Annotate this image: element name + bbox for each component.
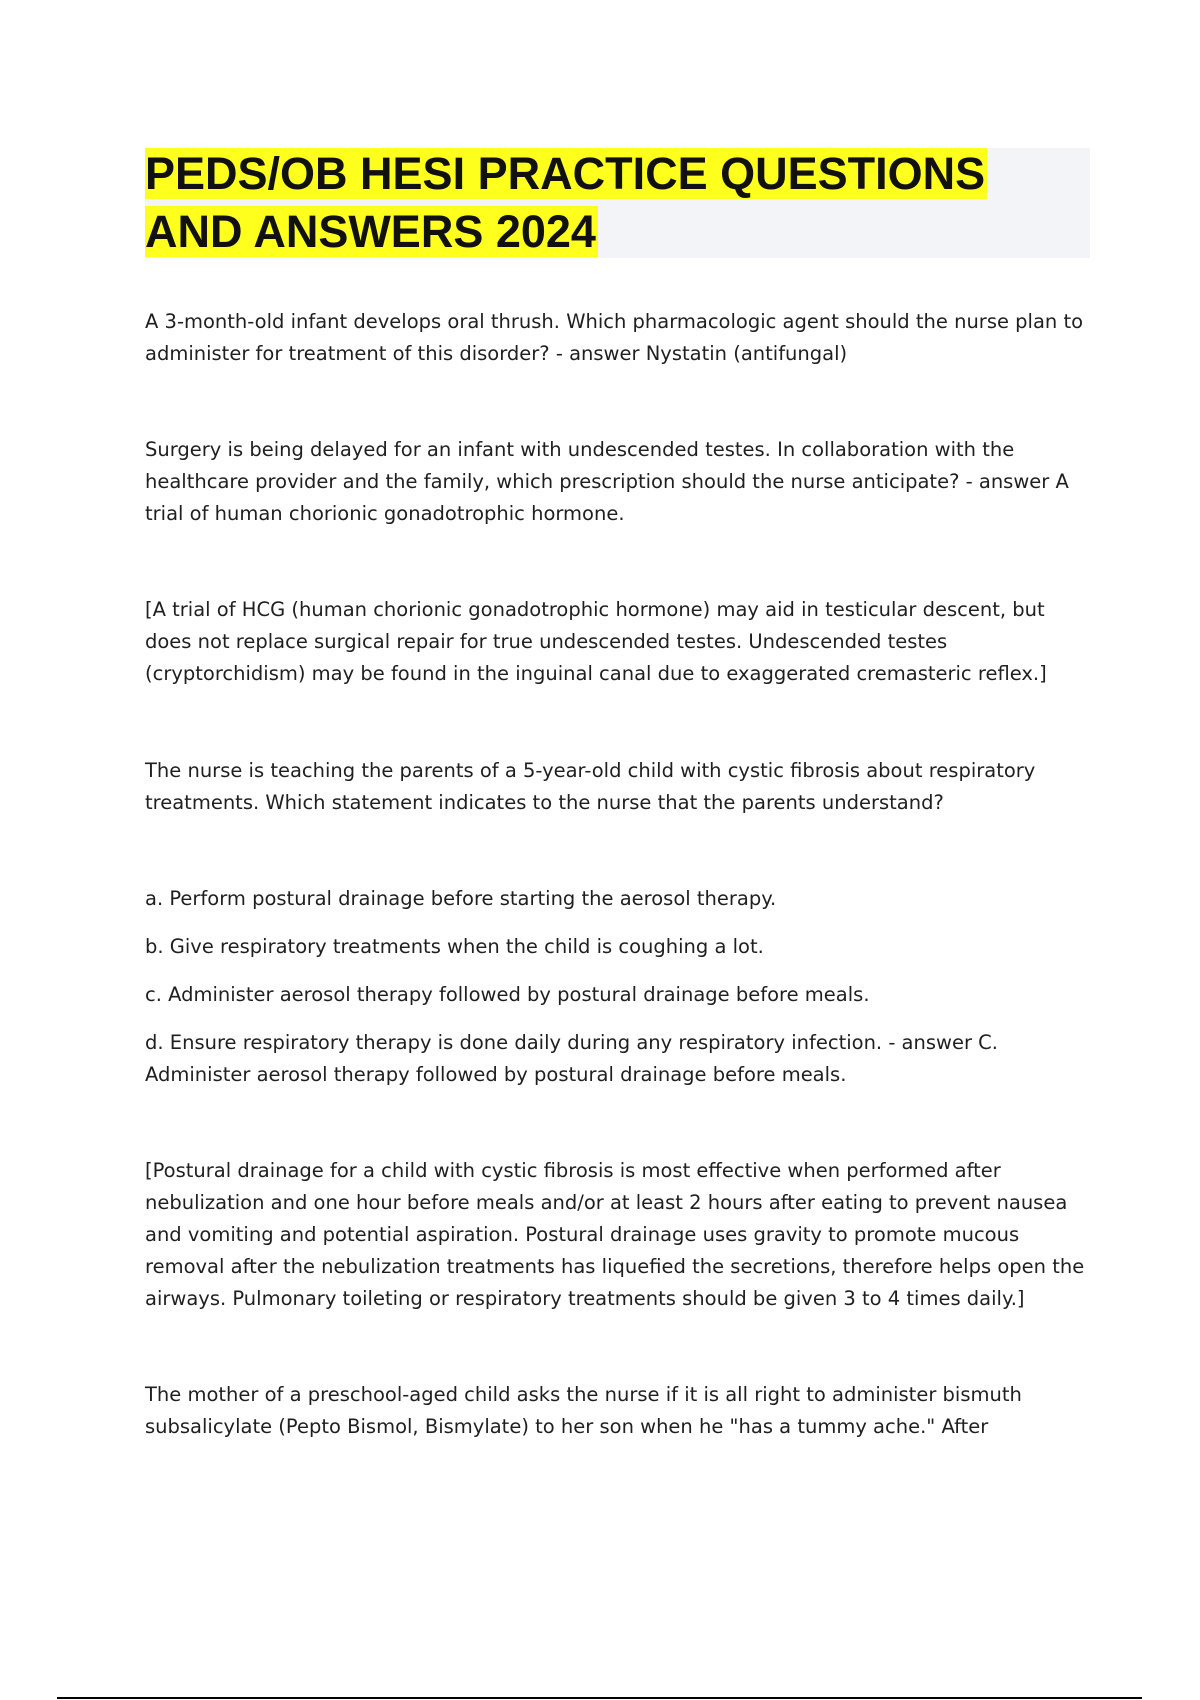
paragraph-bismuth-question xyxy=(145,1379,1095,1443)
text-line: airways. Pulmonary toileting or respiratory treatments should be given 3 to 4 times daily.] xyxy=(145,1287,1025,1310)
text-line: (cryptorchidism) may be found in the inguinal canal due to exaggerated cremasteric reflex.] xyxy=(145,662,1047,685)
text-line: nebulization and one hour before meals and/or at least 2 hours after eating to prevent nausea xyxy=(145,1191,1068,1214)
text-line: The nurse is teaching the parents of a 5-year-old child with cystic fibrosis about respiratory xyxy=(145,759,1036,782)
answer-option-d xyxy=(145,1027,1095,1091)
text-line: healthcare provider and the family, which prescription should the nurse anticipate? - answer A xyxy=(145,470,1069,493)
paragraph-postural-drainage-rationale xyxy=(145,1155,1095,1315)
paragraph-undescended-testes-question xyxy=(145,434,1095,530)
paragraph-cystic-fibrosis-question xyxy=(145,755,1095,819)
text-line: treatments. Which statement indicates to the nurse that the parents understand? xyxy=(145,791,944,814)
text-line: administer for treatment of this disorder? - answer Nystatin (antifungal) xyxy=(145,342,848,365)
text-line: [A trial of HCG (human chorionic gonadotrophic hormone) may aid in testicular descent, but xyxy=(145,598,1045,621)
title-highlight-2: AND ANSWERS 2024 xyxy=(145,206,596,257)
text-line: does not replace surgical repair for true undescended testes. Undescended testes xyxy=(145,630,948,653)
text-line: Administer aerosol therapy followed by postural drainage before meals. xyxy=(145,1063,847,1086)
answer-option-c xyxy=(145,979,1095,1011)
text-line: [Postural drainage for a child with cystic fibrosis is most effective when performed after xyxy=(145,1159,1001,1182)
text-line: A 3-month-old infant develops oral thrush. Which pharmacologic agent should the nurse plan to xyxy=(145,310,1084,333)
answer-option-b xyxy=(145,931,1095,963)
text-line: trial of human chorionic gonadotrophic hormone. xyxy=(145,502,625,525)
title-highlight-1: PEDS/OB HESI PRACTICE QUESTIONS xyxy=(145,148,986,199)
text-line: removal after the nebulization treatments has liquefied the secretions, therefore helps open the xyxy=(145,1255,1085,1278)
page-title-line-1 xyxy=(145,145,987,203)
text-line: subsalicylate (Pepto Bismol, Bismylate) to her son when he "has a tummy ache." After xyxy=(145,1415,989,1438)
text-line: d. Ensure respiratory therapy is done daily during any respiratory infection. - answer C. xyxy=(145,1031,999,1054)
text-line: a. Perform postural drainage before starting the aerosol therapy. xyxy=(145,887,777,910)
paragraph-thrush-question xyxy=(145,306,1095,370)
text-line: b. Give respiratory treatments when the child is coughing a lot. xyxy=(145,935,764,958)
page-bottom-divider xyxy=(57,1697,1142,1699)
page-title-line-2 xyxy=(145,203,598,261)
text-line: c. Administer aerosol therapy followed by postural drainage before meals. xyxy=(145,983,870,1006)
answer-option-a xyxy=(145,883,1095,915)
paragraph-hcg-rationale xyxy=(145,594,1095,690)
text-line: Surgery is being delayed for an infant with undescended testes. In collaboration with the xyxy=(145,438,1015,461)
text-line: and vomiting and potential aspiration. Postural drainage uses gravity to promote mucous xyxy=(145,1223,1020,1246)
text-line: The mother of a preschool-aged child asks the nurse if it is all right to administer bismuth xyxy=(145,1383,1022,1406)
